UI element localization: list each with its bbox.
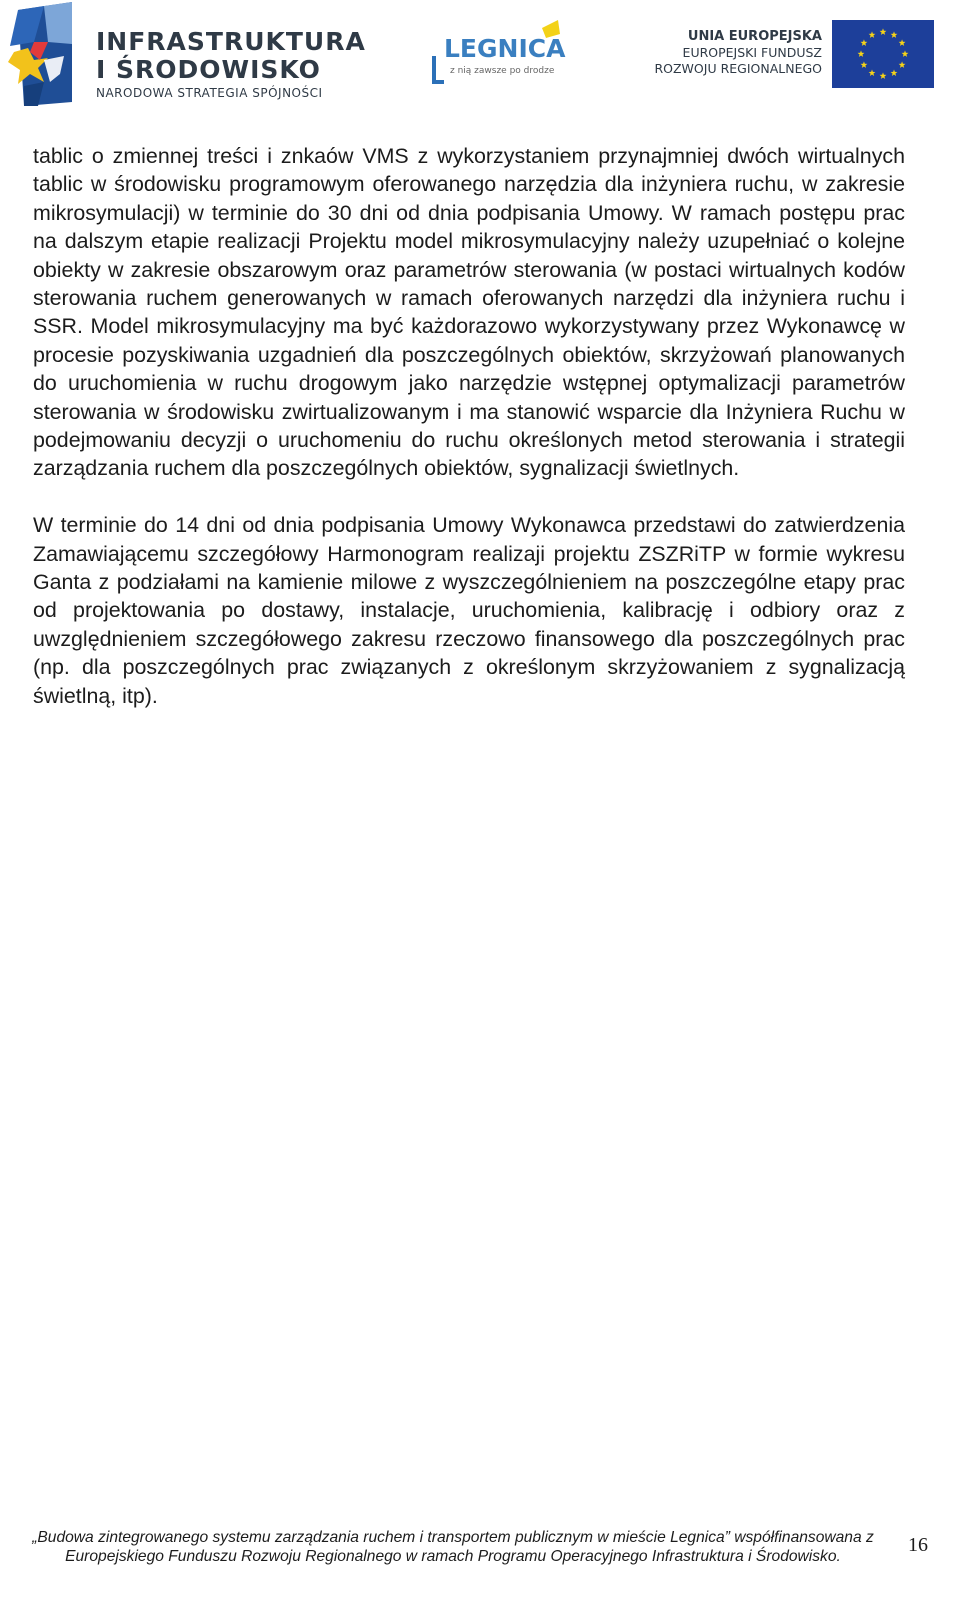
is-logo-line3: NARODOWA STRATEGIA SPÓJNOŚCI (96, 86, 323, 100)
eu-logo-text (654, 28, 822, 77)
eu-logo-line2: EUROPEJSKI FUNDUSZ (682, 45, 822, 60)
footer-cofinancing-note (8, 1528, 898, 1566)
is-logo-line2: I ŚRODOWISKO (96, 55, 321, 84)
legnica-logo-tagline: z nią zawsze po drodze (450, 66, 555, 76)
header-logo-bar (0, 0, 960, 120)
nss-star-emblem-icon (4, 2, 76, 108)
body-paragraph-1: tablic o zmiennej treści i znkaów VMS z wykorzystaniem przynajmniej dwóch wirtualnych tablic w środowisku programowym oferowanego narzędzia dla inżyniera ruchu, w zakresie mikrosymulacji) w terminie do 30 dni od dnia podpisania Umowy. W ramach postępu prac na dalszym etapie realizacji Projektu model mikrosymulacyjny należy uzupełniać o kolejne obiekty w zakresie obszarowym oraz parametrów sterowania (w postaci wirtualnych kodów sterowania ruchem generowanych w ramach oferowanych narzędzi dla inżyniera ruchu i SSR. Model mikrosymulacyjny ma być każdorazowo wykorzystywany przez Wykonawcę w procesie pozyskiwania uzgadnień dla poszczególnych obiektów, skrzyżowań planowanych do uruchomienia w ruchu drogowym jako narzędzie wstępnej optymalizacji parametrów sterowania w środowisku zwirtualizowanym i ma stanowić wsparcie dla Inżyniera Ruchu w podejmowaniu decyzji o uruchomeniu do ruchu określonych metod sterowania i strategii zarządzania ruchem dla poszczególnych obiektów, sygnalizacji świetlnych. (33, 144, 905, 481)
eu-erdf-logo (640, 20, 940, 90)
page-footer (0, 1526, 960, 1576)
eu-flag-icon (832, 20, 934, 88)
page-number: 16 (908, 1534, 928, 1556)
is-logo-text (96, 28, 366, 100)
legnica-bracket-icon (432, 54, 446, 84)
eu-logo-line3: ROZWOJU REGIONALNEGO (654, 61, 822, 76)
footer-line1: „Budowa zintegrowanego systemu zarządzania ruchem i transportem publicznym w mieście Legnica” współfinansowana z (32, 1529, 874, 1546)
legnica-logo (432, 18, 572, 90)
is-logo-line1: INFRASTRUKTURA (96, 27, 366, 56)
infrastruktura-srodowisko-logo (4, 2, 366, 108)
legnica-logo-name: LEGNICA (444, 34, 566, 63)
document-body (33, 142, 905, 710)
body-paragraph-2: W terminie do 14 dni od dnia podpisania Umowy Wykonawca przedstawi do zatwierdzenia Zamawiającemu szczegółowy Harmonogram realizaji projektu ZSZRiTP w formie wykresu Ganta z podziałami na kamienie milowe z wyszczególnieniem na poszczególne etapy prac od projektowania po dostawy, instalacje, uruchomienia, kalibrację i odbiory oraz z uwzględnieniem szczegółowego zakresu rzeczowo finansowego dla poszczególnych prac (np. dla poszczególnych prac związanych z określonym skrzyżowaniem z sygnalizacją świetlną, itp). (33, 513, 905, 708)
footer-line2: Europejskiego Funduszu Rozwoju Regionalnego w ramach Programu Operacyjnego Infrastruktura i Środowisko. (65, 1548, 841, 1565)
eu-logo-line1: UNIA EUROPEJSKA (687, 29, 822, 44)
